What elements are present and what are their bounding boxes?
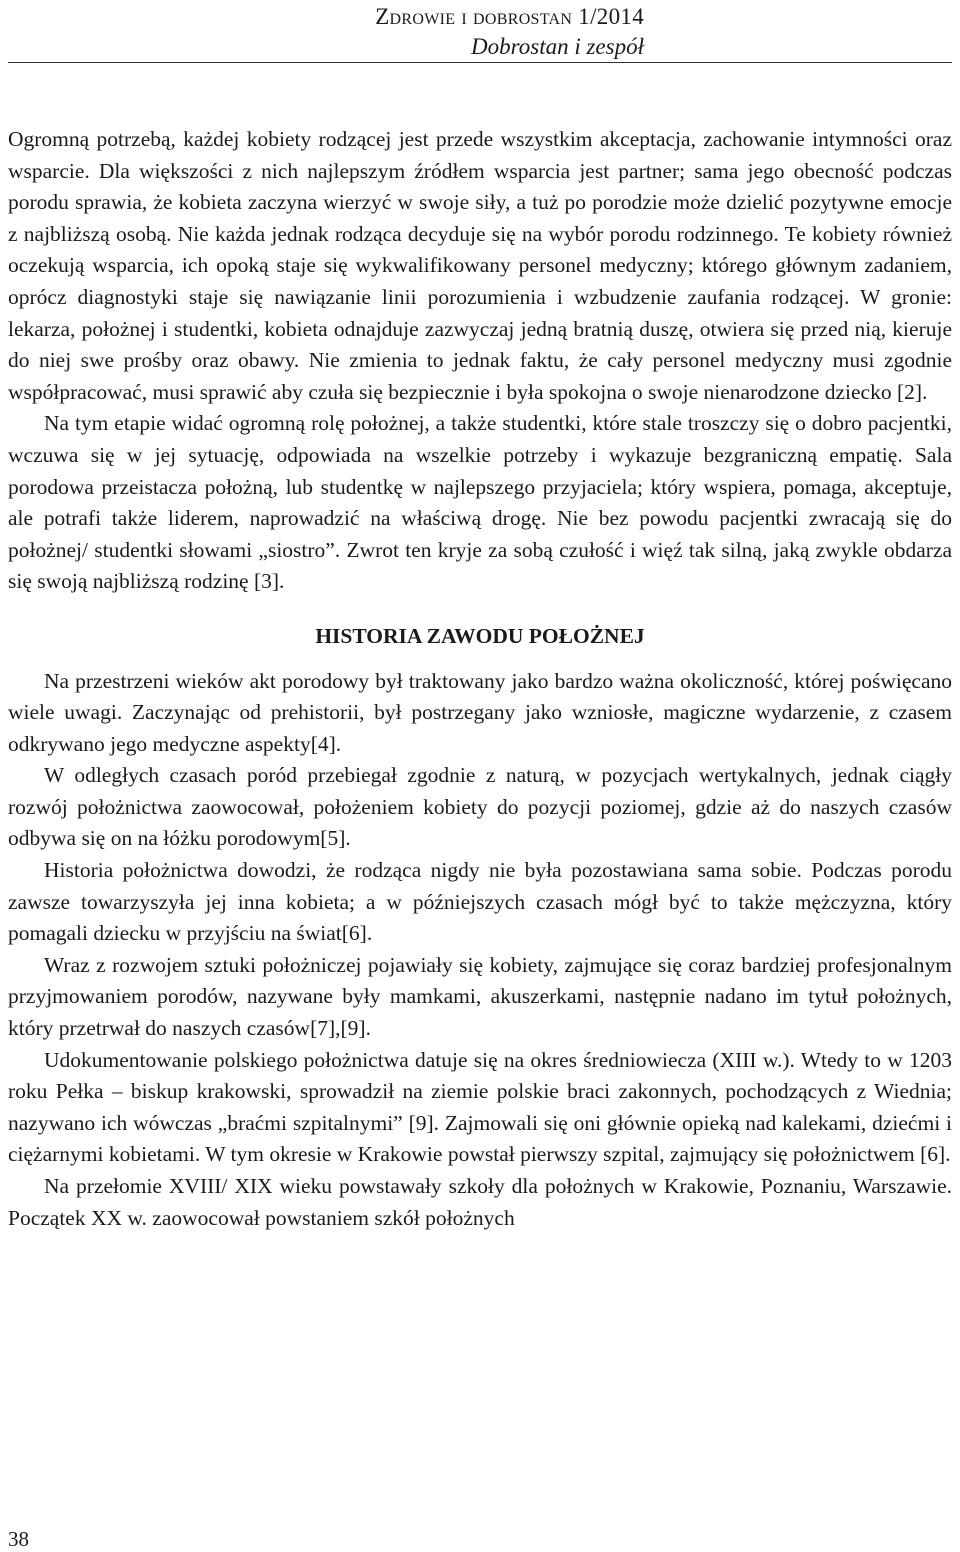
- page-number: 38: [8, 1527, 29, 1551]
- paragraph: Na tym etapie widać ogromną rolę położnej, a także studentki, które stale troszczy się o dobro pacjentki, wczuwa się w jej sytuację, odpowiada na wszelkie potrzeby i wykazuje bezgraniczną empatię. Sala porodowa przeistacza położną, lub studentkę w najlepszego przyjaciela; który wspiera, pomaga, akceptuje, ale potrafi także liderem, naprowadzić na właściwą drogę. Nie bez powodu pacjentki zwracają się do położnej/ studentki słowami „siostro”. Zwrot ten kryje za sobą czułość i więź tak silną, jaką zwykle obdarza się swoją najbliższą rodzinę [3].: [8, 411, 952, 594]
- paragraph: Na przełomie XVIII/ XIX wieku powstawały szkoły dla położnych w Krakowie, Poznaniu, Warszawie. Początek XX w. zaowocował powstaniem szkół położnych: [8, 1174, 952, 1230]
- running-header: [375, 2, 644, 62]
- paragraph: Wraz z rozwojem sztuki położniczej pojawiały się kobiety, zajmujące się coraz bardziej profesjonalnym przyjmowaniem porodów, nazywane były mamkami, akuszerkami, następnie nadano im tytuł położnych, który przetrwał do naszych czasów[7],[9].: [8, 952, 952, 1041]
- paragraph: Na przestrzeni wieków akt porodowy był traktowany jako bardzo ważna okoliczność, której poświęcano wiele uwagi. Zaczynając od prehistorii, był postrzegany jako wzniosłe, magiczne wydarzenie, z czasem odkrywano jego medyczne aspekty[4].: [8, 668, 952, 756]
- journal-title: Zdrowie i dobrostan 1/2014: [375, 4, 644, 29]
- paragraph: W odległych czasach poród przebiegał zgodnie z naturą, w pozycjach wertykalnych, jednak ciągły rozwój położnictwa zaowocował, położeniem kobiety do pozycji poziomej, gdzie aż do naszych czasów odbywa się on na łóżku porodowym[5].: [8, 763, 952, 851]
- article-body: [8, 124, 952, 1234]
- paragraph: Historia położnictwa dowodzi, że rodząca nigdy nie była pozostawiana sama sobie. Podczas porodu zawsze towarzyszyła jej inna kobieta; a w późniejszych czasach mógł być to także mężczyzna, który pomagali dziecku w przyjściu na świat[6].: [8, 858, 952, 946]
- paragraph: Udokumentowanie polskiego położnictwa datuje się na okres średniowiecza (XIII w.). Wtedy to w 1203 roku Pełka – biskup krakowski, sprowadził na ziemie polskie braci zakonnych, pochodzących z Wiednia; nazywano ich wówczas „braćmi szpitalnymi” [9]. Zajmowali się oni głównie opieką nad kalekami, dziećmi i ciężarnymi kobietami. W tym okresie w Krakowie powstał pierwszy szpital, zajmujący się położnictwem [6].: [8, 1047, 952, 1167]
- header-divider: [8, 62, 952, 63]
- section-heading: HISTORIA ZAWODU POŁOŻNEJ: [315, 623, 645, 648]
- section-subtitle: Dobrostan i zespół: [471, 34, 644, 59]
- paragraph: Ogromną potrzebą, każdej kobiety rodzącej jest przede wszystkim akceptacja, zachowanie intymności oraz wsparcie. Dla większości z nich najlepszym źródłem wsparcia jest partner; sama jego obecność podczas porodu sprawia, że kobieta zaczyna wierzyć w swoje siły, a tuż po porodzie może dzielić pozytywne emocje z najbliższą osobą. Nie każda jednak rodząca decyduje się na wybór porodu rodzinnego. Te kobiety również oczekują wsparcia, ich opoką staje się wykwalifikowany personel medyczny; którego głównym zadaniem, oprócz diagnostyki staje się nawiązanie linii porozumienia i wzbudzenie zaufania rodzącej. W gronie: lekarza, położnej i studentki, kobieta odnajduje zazwyczaj jedną bratnią duszę, otwiera się przed nią, kieruje do niej swe prośby oraz obawy. Nie zmienia to jednak faktu, że cały personel medyczny musi zgodnie współpracować, musi sprawić aby czuła się bezpiecznie i była spokojna o swoje nienarodzone dziecko [2].: [8, 127, 952, 404]
